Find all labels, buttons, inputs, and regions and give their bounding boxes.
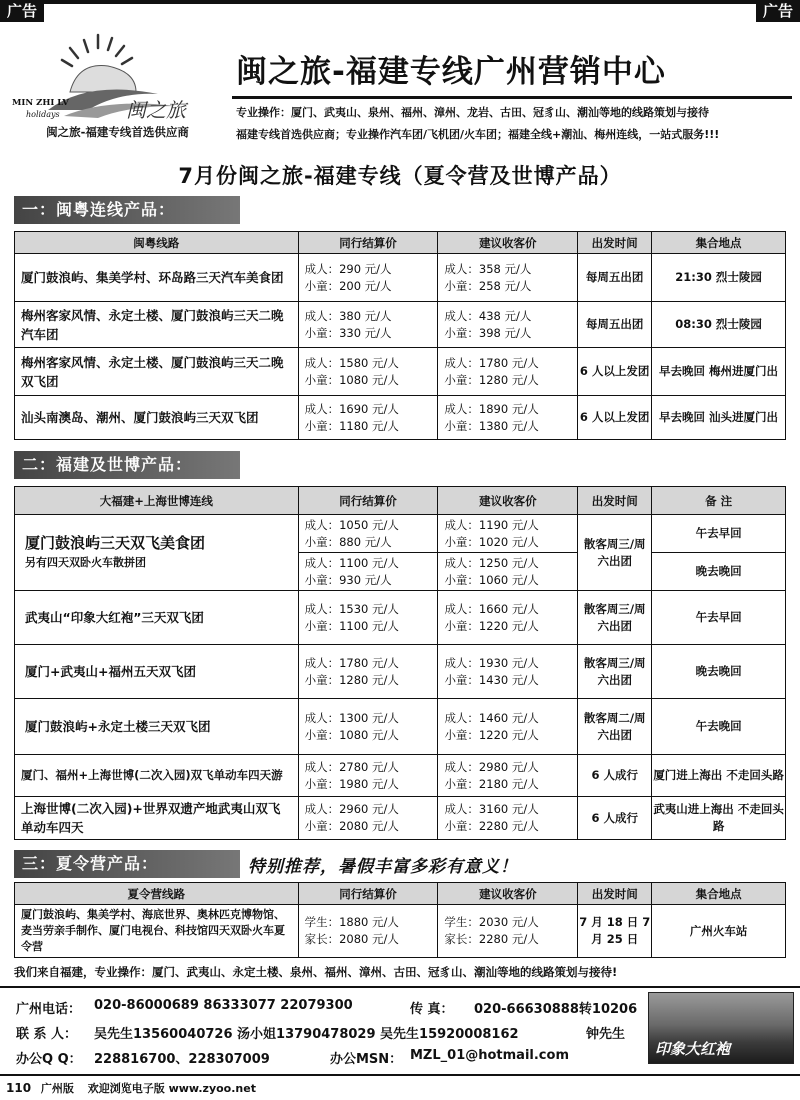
col-header: 同行结算价 xyxy=(298,487,438,515)
meet-cell: 早去晚回 汕头进厦门出 xyxy=(652,396,786,440)
qq-label: 办公Q Q： xyxy=(16,1052,82,1067)
table-header-row xyxy=(15,232,786,254)
bottom-line: 我们来自福建，专业操作：厦门、武夷山、永定土楼、泉州、福州、漳州、古田、冠豸山、潮汕等地的线路策划与接待! xyxy=(14,965,618,979)
person-label: 联 系 人： xyxy=(16,1027,78,1042)
logo-brand-cn: 闽之旅 xyxy=(126,98,186,122)
note-cell: 午去早回 xyxy=(652,515,786,553)
top-rule xyxy=(0,0,800,4)
suggested-price-cell: 成人：438 元/人 小童：398 元/人 xyxy=(438,302,578,348)
table-row xyxy=(15,699,786,755)
col-header: 建议收客价 xyxy=(438,883,578,905)
net-price-cell: 成人：1780 元/人 小童：1280 元/人 xyxy=(298,645,438,699)
net-price-cell: 成人：1690 元/人 小童：1180 元/人 xyxy=(298,396,438,440)
depart-cell: 每周五出团 xyxy=(578,302,652,348)
logo-brand-en: MIN ZHI LV xyxy=(12,98,69,108)
header-title: 闽之旅-福建专线广州营销中心 xyxy=(236,54,666,90)
table-header-row xyxy=(15,487,786,515)
col-header: 建议收客价 xyxy=(438,487,578,515)
suggested-price-cell: 成人：1250 元/人 小童：1060 元/人 xyxy=(438,553,578,591)
section3-table xyxy=(14,882,786,958)
net-price-cell: 成人：1580 元/人 小童：1080 元/人 xyxy=(298,348,438,396)
depart-cell: 6 人成行 xyxy=(578,755,652,797)
col-header: 同行结算价 xyxy=(298,232,438,254)
suggested-price-cell: 成人：1930 元/人 小童：1430 元/人 xyxy=(438,645,578,699)
person-last: 钟先生 xyxy=(586,1027,626,1042)
col-header: 同行结算价 xyxy=(298,883,438,905)
footer xyxy=(6,1080,256,1096)
depart-cell: 7 月 18 日 7 月 25 日 xyxy=(578,905,652,958)
section2-table xyxy=(14,486,786,840)
depart-cell: 散客周三/周六出团 xyxy=(578,591,652,645)
net-price-cell: 成人：2780 元/人 小童：1980 元/人 xyxy=(298,755,438,797)
col-header: 集合地点 xyxy=(652,232,786,254)
note-cell: 武夷山进上海出 不走回头路 xyxy=(652,797,786,840)
suggested-price-cell: 成人：1460 元/人 小童：1220 元/人 xyxy=(438,699,578,755)
header-line-1: 专业操作：厦门、武夷山、泉州、福州、漳州、龙岩、古田、冠豸山、潮汕等地的线路策划与接待 xyxy=(236,106,709,119)
table-row xyxy=(15,348,786,396)
logo xyxy=(8,32,230,124)
suggested-price-cell: 成人：358 元/人 小童：258 元/人 xyxy=(438,254,578,302)
table-row xyxy=(15,755,786,797)
meet-cell: 21:30 烈士陵园 xyxy=(652,254,786,302)
section1-label: 一：闽粤连线产品： xyxy=(14,196,240,224)
note-cell: 晚去晚回 xyxy=(652,645,786,699)
net-price-cell: 成人：1530 元/人 小童：1100 元/人 xyxy=(298,591,438,645)
header-line-2: 福建专线首选供应商；专业操作汽车团/飞机团/火车团；福建全线+潮汕、梅州连线，一站式服务!!! xyxy=(236,128,720,141)
col-header: 大福建+上海世博连线 xyxy=(15,487,299,515)
section3-slogan: 特别推荐，暑假丰富多彩有意义！ xyxy=(248,857,518,877)
header-rule xyxy=(232,96,792,99)
note-cell: 厦门进上海出 不走回头路 xyxy=(652,755,786,797)
table-row xyxy=(15,591,786,645)
route-cell: 厦门+武夷山+福州五天双飞团 xyxy=(15,645,299,699)
note-cell: 午去早回 xyxy=(652,591,786,645)
table-row xyxy=(15,797,786,840)
phone-label: 广州电话： xyxy=(16,1002,82,1017)
divider xyxy=(0,986,800,988)
route-cell: 上海世博(二次入园)+世界双遗产地武夷山双飞单动车四天 xyxy=(15,797,299,840)
fax-label: 传 真： xyxy=(410,1002,454,1017)
page-title: 7月份闽之旅-福建专线（夏令营及世博产品） xyxy=(178,164,622,188)
route-cell: 厦门、福州+上海世博(二次入园)双飞单动车四天游 xyxy=(15,755,299,797)
note-cell: 晚去晚回 xyxy=(652,553,786,591)
col-header: 出发时间 xyxy=(578,232,652,254)
col-header: 闽粤线路 xyxy=(15,232,299,254)
route-cell: 武夷山“印象大红袍”三天双飞团 xyxy=(15,591,299,645)
route-cell: 汕头南澳岛、潮州、厦门鼓浪屿三天双飞团 xyxy=(15,396,299,440)
col-header: 夏令营线路 xyxy=(15,883,299,905)
suggested-price-cell: 成人：1190 元/人 小童：1020 元/人 xyxy=(438,515,578,553)
depart-cell: 散客周三/周六出团 xyxy=(578,645,652,699)
table-header-row xyxy=(15,883,786,905)
ad-tag-right: 广告 xyxy=(756,0,800,22)
ad-tag-left: 广告 xyxy=(0,0,44,22)
section3-label: 三：夏令营产品： xyxy=(14,850,240,878)
section2-label: 二：福建及世博产品： xyxy=(14,451,240,479)
net-price-cell: 成人：290 元/人 小童：200 元/人 xyxy=(298,254,438,302)
net-price-cell: 成人：1100 元/人 小童：930 元/人 xyxy=(298,553,438,591)
suggested-price-cell: 学生：2030 元/人 家长：2280 元/人 xyxy=(438,905,578,958)
suggested-price-cell: 成人：2980 元/人 小童：2180 元/人 xyxy=(438,755,578,797)
net-price-cell: 成人：380 元/人 小童：330 元/人 xyxy=(298,302,438,348)
logo-brand-sub: holidays xyxy=(26,110,60,119)
suggested-price-cell: 成人：1660 元/人 小童：1220 元/人 xyxy=(438,591,578,645)
net-price-cell: 学生：1880 元/人 家长：2080 元/人 xyxy=(298,905,438,958)
depart-cell: 6 人以上发团 xyxy=(578,348,652,396)
promo-photo xyxy=(648,992,794,1064)
logo-tagline: 闽之旅-福建专线首选供应商 xyxy=(46,125,189,139)
col-header: 集合地点 xyxy=(652,883,786,905)
route-cell: 梅州客家风情、永定土楼、厦门鼓浪屿三天二晚汽车团 xyxy=(15,302,299,348)
col-header: 建议收客价 xyxy=(438,232,578,254)
col-header: 备 注 xyxy=(652,487,786,515)
person-value: 吴先生13560040726 汤小姐13790478029 吴先生15920008162 xyxy=(94,1027,519,1042)
msn-label: 办公MSN： xyxy=(330,1052,403,1067)
divider xyxy=(0,1074,800,1076)
depart-cell: 散客周二/周六出团 xyxy=(578,699,652,755)
depart-cell: 6 人以上发团 xyxy=(578,396,652,440)
footer-note: 欢迎浏览电子版 www.zyoo.net xyxy=(87,1082,256,1095)
table-row xyxy=(15,396,786,440)
fax-value: 020-66630888转10206 xyxy=(474,1002,638,1017)
net-price-cell: 成人：2960 元/人 小童：2080 元/人 xyxy=(298,797,438,840)
photo-caption: 印象大红袍 xyxy=(655,1040,731,1058)
depart-cell: 6 人成行 xyxy=(578,797,652,840)
net-price-cell: 成人：1300 元/人 小童：1080 元/人 xyxy=(298,699,438,755)
col-header: 出发时间 xyxy=(578,487,652,515)
table-row xyxy=(15,254,786,302)
qq-value: 228816700、228307009 xyxy=(94,1052,270,1067)
route-cell: 厦门鼓浪屿、集美学村、环岛路三天汽车美食团 xyxy=(15,254,299,302)
msn-value: MZL_01@hotmail.com xyxy=(410,1048,569,1063)
table-row xyxy=(15,905,786,958)
note-cell: 午去晚回 xyxy=(652,699,786,755)
depart-cell: 散客周三/周六出团 xyxy=(578,515,652,591)
col-header: 出发时间 xyxy=(578,883,652,905)
route-cell: 梅州客家风情、永定土楼、厦门鼓浪屿三天二晚双飞团 xyxy=(15,348,299,396)
edition: 广州版 xyxy=(40,1082,74,1095)
route-cell: 厦门鼓浪屿、集美学村、海底世界、奥林匹克博物馆、麦当劳亲手制作、厦门电视台、科技馆四天双卧火车夏令营 xyxy=(15,905,299,958)
suggested-price-cell: 成人：1890 元/人 小童：1380 元/人 xyxy=(438,396,578,440)
table-row xyxy=(15,302,786,348)
net-price-cell: 成人：1050 元/人 小童：880 元/人 xyxy=(298,515,438,553)
table-row xyxy=(15,645,786,699)
route-cell: 厦门鼓浪屿三天双飞美食团 另有四天双卧火车散拼团 xyxy=(15,515,299,591)
meet-cell: 早去晚回 梅州进厦门出 xyxy=(652,348,786,396)
meet-cell: 08:30 烈士陵园 xyxy=(652,302,786,348)
route-cell: 厦门鼓浪屿+永定土楼三天双飞团 xyxy=(15,699,299,755)
meet-cell: 广州火车站 xyxy=(652,905,786,958)
suggested-price-cell: 成人：1780 元/人 小童：1280 元/人 xyxy=(438,348,578,396)
phone-value: 020-86000689 86333077 22079300 xyxy=(94,998,353,1013)
section1-table xyxy=(14,231,786,440)
suggested-price-cell: 成人：3160 元/人 小童：2280 元/人 xyxy=(438,797,578,840)
table-row xyxy=(15,515,786,553)
page-number: 110 xyxy=(6,1081,32,1095)
depart-cell: 每周五出团 xyxy=(578,254,652,302)
